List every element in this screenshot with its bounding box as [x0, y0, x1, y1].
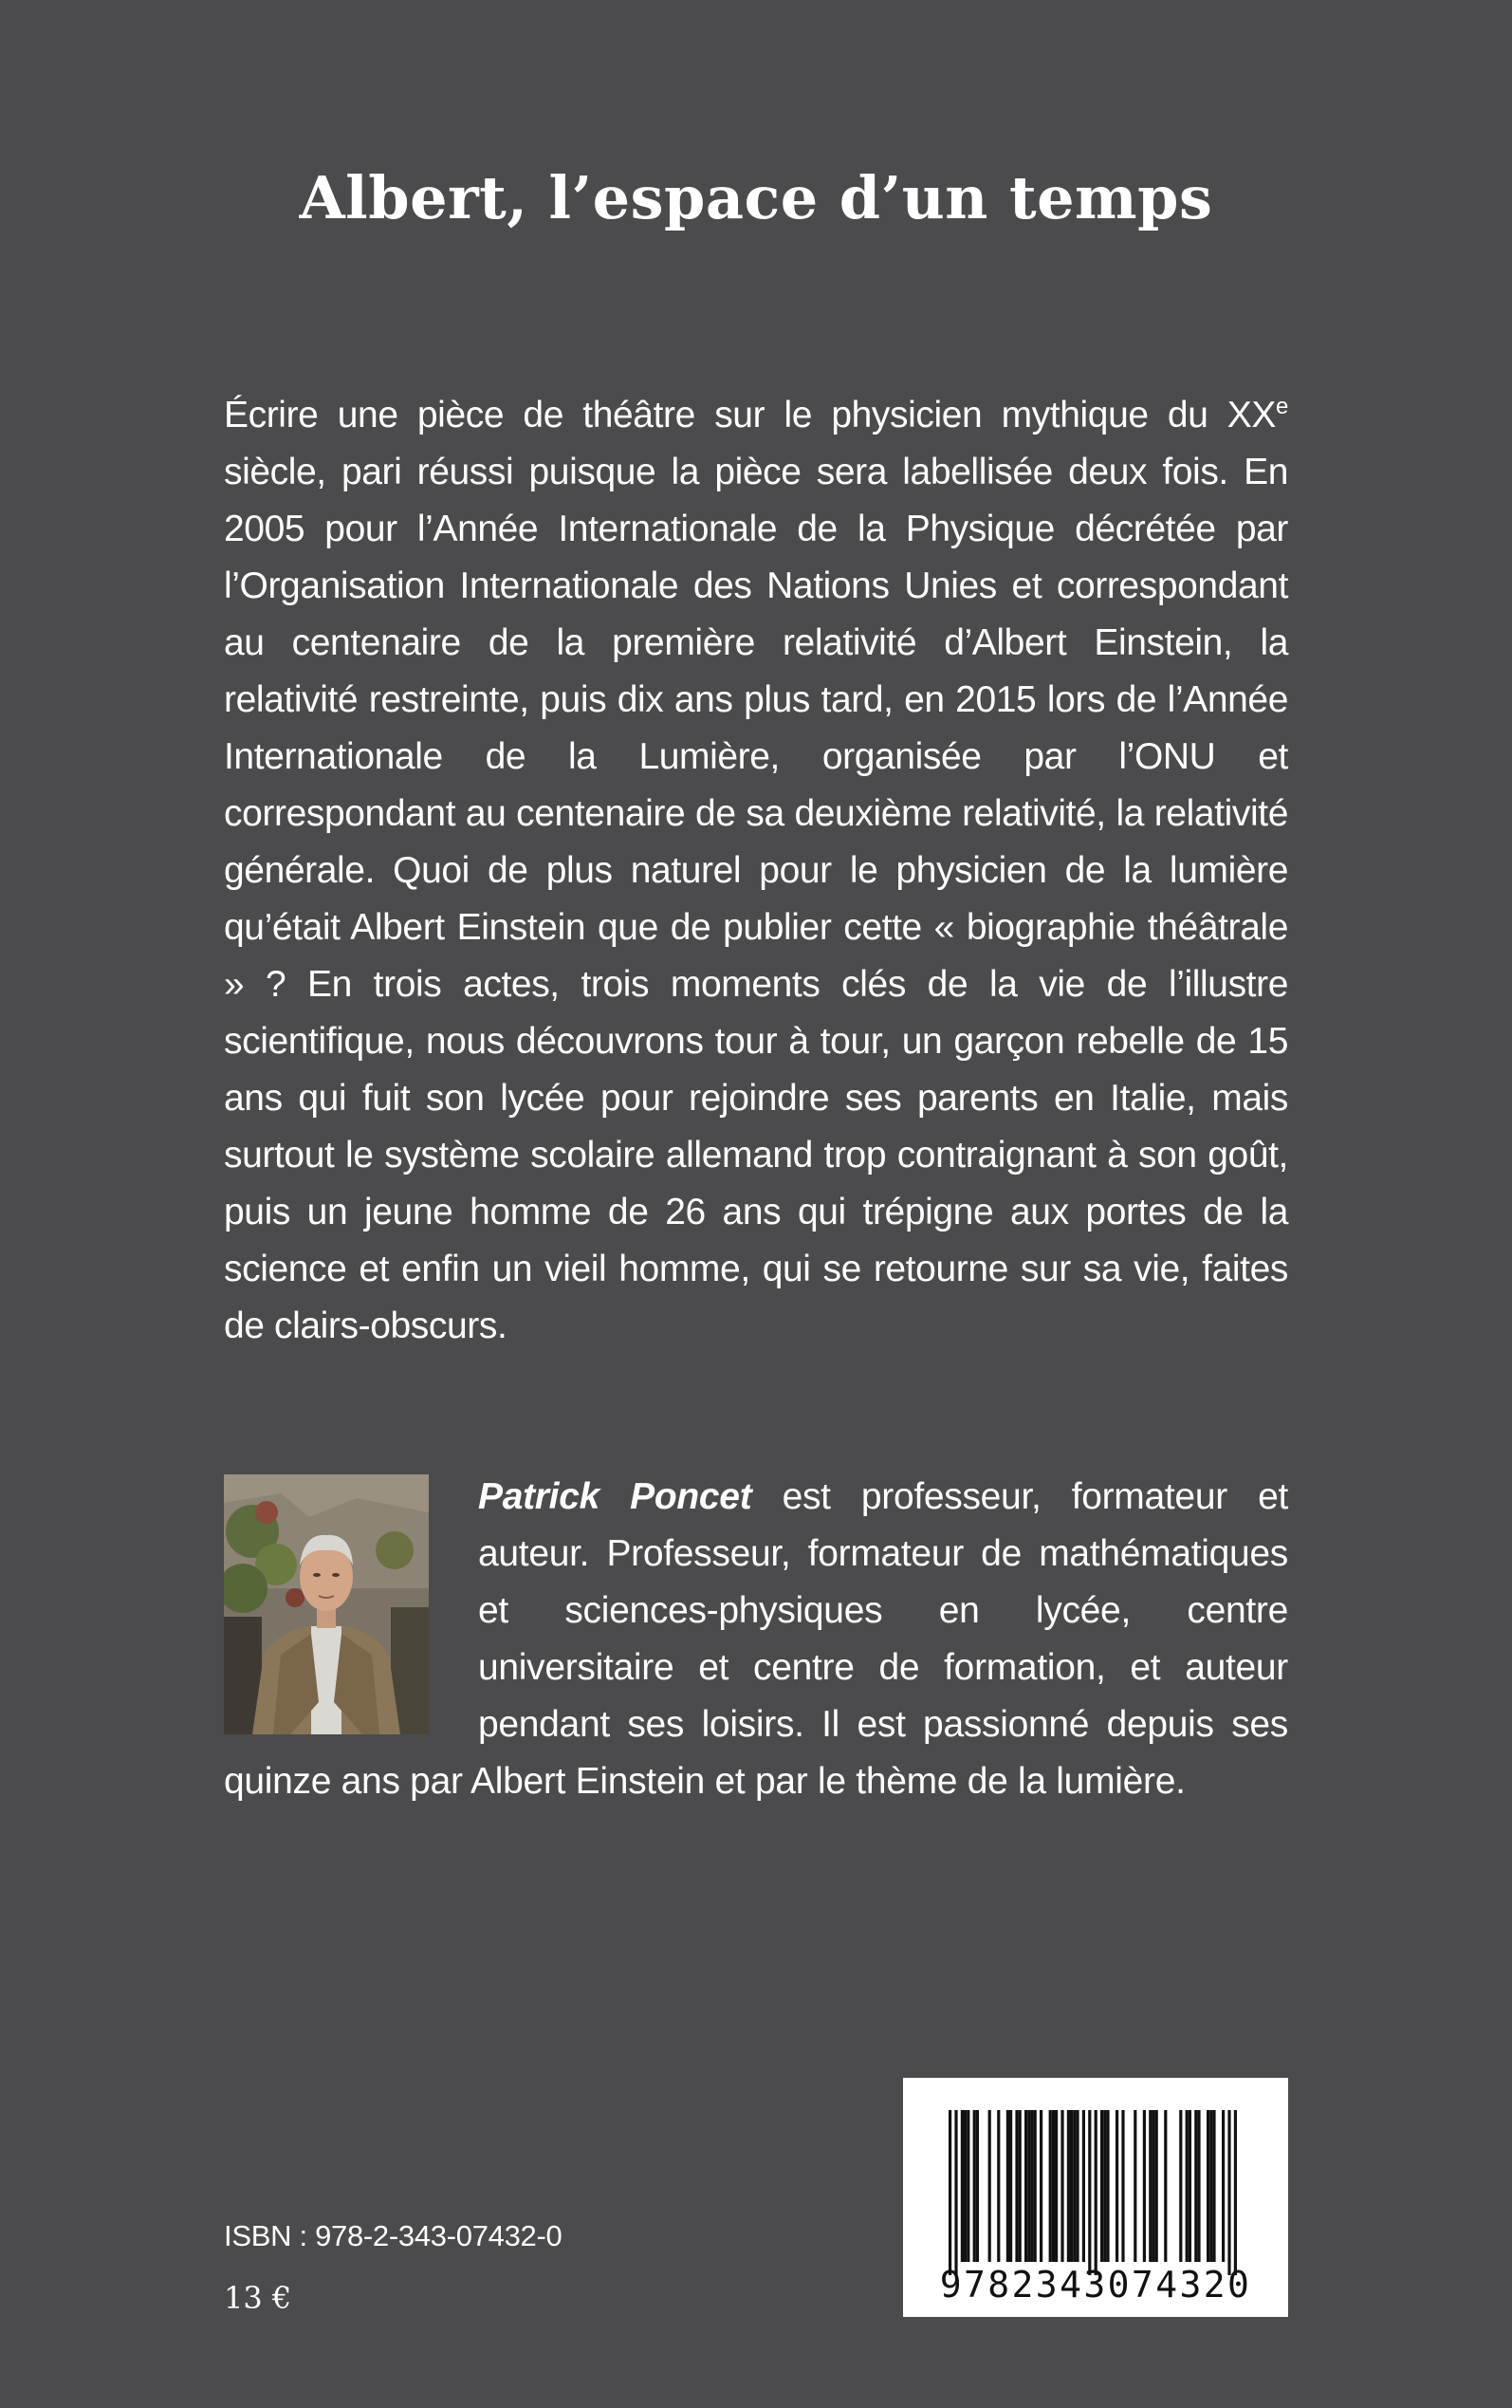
- barcode-bar: [1034, 2110, 1037, 2262]
- barcode-bar: [967, 2110, 969, 2262]
- barcode-guard-bar: [1234, 2110, 1237, 2275]
- barcode-bar: [1040, 2110, 1042, 2262]
- barcode-bar: [1149, 2110, 1152, 2262]
- barcode-bar: [1055, 2110, 1058, 2262]
- barcode-bar: [1100, 2110, 1103, 2262]
- barcode-bar: [964, 2110, 967, 2262]
- barcode-bar: [1049, 2110, 1052, 2262]
- barcode-bar: [1067, 2110, 1070, 2262]
- barcode-bar: [1027, 2110, 1030, 2262]
- barcode-bar: [1106, 2110, 1109, 2262]
- barcode-guard-bar: [949, 2110, 951, 2275]
- barcode-bar: [1164, 2110, 1167, 2262]
- barcode-bar: [1060, 2110, 1063, 2262]
- barcode-bar: [1070, 2110, 1073, 2262]
- barcode-bar: [973, 2110, 976, 2262]
- barcode-bar: [1082, 2110, 1085, 2262]
- barcode-bar: [1197, 2110, 1200, 2262]
- barcode-guard-bar: [1095, 2110, 1097, 2275]
- barcode-digits: 9782343074320: [939, 2264, 1252, 2306]
- barcode-bar: [997, 2110, 1000, 2262]
- barcode-bar: [1186, 2110, 1189, 2262]
- author-bio-block: [224, 1469, 1288, 1810]
- barcode-bar: [1052, 2110, 1055, 2262]
- barcode-bar: [1207, 2110, 1209, 2262]
- barcode-bar: [1024, 2110, 1027, 2262]
- description-part2: siècle, pari réussi puisque la pièce sera labellisée deux fois. En 2005 pour l’Année Internationale de la Physique décrétée par l’Organisation Internationale des Nations Unies et correspondant au centenaire de la première relativité d’Albert Einstein, la relativité restreinte, puis dix ans plus tard, en 2015 lors de l’Année Internationale de la Lumière, organisée par l’ONU et correspondant au centenaire de sa deuxième relativité, la relativité générale. Quoi de plus naturel pour le physicien de la lumière qu’était Albert Einstein que de publier cette « biographie théâtrale » ? En trois actes, trois moments clés de la vie de l’illustre scientifique, nous découvrons tour à tour, un garçon rebelle de 15 ans qui fuit son lycée pour rejoindre ses parents en Italie, mais surtout le système scolaire allemand trop contraignant à son goût, puis un jeune homme de 26 ans qui trépigne aux portes de la science et enfin un vieil homme, qui se retourne sur sa vie, faites de clairs-obscurs.: [224, 452, 1288, 1346]
- description-superscript: e: [1276, 394, 1288, 419]
- barcode-bar: [1009, 2110, 1012, 2262]
- author-photo: [224, 1474, 429, 1734]
- barcode-bar: [1076, 2110, 1079, 2262]
- barcode-bar: [1116, 2110, 1118, 2262]
- barcode-guard-bar: [1088, 2110, 1091, 2275]
- barcode-bar: [1019, 2110, 1022, 2262]
- barcode-bar: [1209, 2110, 1212, 2262]
- barcode-bar: [1030, 2110, 1033, 2262]
- barcode-guard-bar: [954, 2110, 957, 2275]
- barcode-bar: [1189, 2110, 1191, 2262]
- barcode-bar: [1073, 2110, 1076, 2262]
- barcode-bar: [1194, 2110, 1197, 2262]
- barcode-bar: [1121, 2110, 1124, 2262]
- barcode-bar: [1103, 2110, 1106, 2262]
- barcode-bar: [1015, 2110, 1018, 2262]
- description-part1: Écrire une pièce de théâtre sur le physicien mythique du XX: [224, 395, 1277, 435]
- barcode-bar: [961, 2110, 964, 2262]
- barcode-bar: [1006, 2110, 1009, 2262]
- barcode-bar: [1212, 2110, 1215, 2262]
- barcode-bar: [1222, 2110, 1225, 2262]
- price-label: 13 €: [224, 2280, 292, 2316]
- barcode-bar: [1134, 2110, 1136, 2262]
- barcode-guard-bar: [1227, 2110, 1230, 2275]
- isbn-label: ISBN : 978-2-343-07432-0: [224, 2219, 562, 2252]
- barcode-bar: [1155, 2110, 1158, 2262]
- barcode-bar: [1179, 2110, 1182, 2262]
- book-title: Albert, l’espace d’un temps: [299, 163, 1213, 232]
- barcode-bar: [976, 2110, 979, 2262]
- author-name: Patrick Poncet: [478, 1476, 752, 1517]
- book-description: [224, 387, 1288, 1355]
- author-bio-text: est professeur, formateur et auteur. Professeur, formateur de mathématiques et sciences-physiques en lycée, centre universitaire et centre de formation, et auteur pendant ses loisirs. Il est passionné depuis ses quinze ans par Albert Einstein et par le thème de la lumière.: [224, 1476, 1288, 1802]
- barcode: [903, 2078, 1288, 2317]
- barcode-bar: [1143, 2110, 1146, 2262]
- barcode-bar: [988, 2110, 991, 2262]
- barcode-bar: [1152, 2110, 1154, 2262]
